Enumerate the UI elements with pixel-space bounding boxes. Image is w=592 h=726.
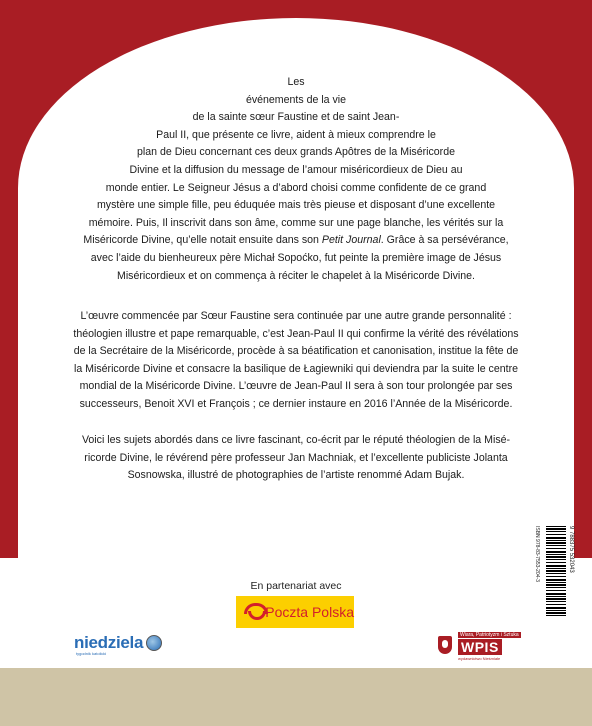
text-line: Les <box>287 76 305 88</box>
text-line: la Miséricorde Divine et consacre la basilique de Łagiewniki qui deviendra par la suite le centre <box>73 362 518 375</box>
barcode-bars <box>546 526 566 616</box>
isbn-text: ISBN 978-83-7553-204-3 <box>534 526 540 582</box>
partner-label: En partenariat avec <box>250 580 342 592</box>
text-line: Voici les sujets abordés dans ce livre fascinant, co-écrit par le réputé théologien de la Misé- <box>81 434 511 446</box>
wpis-subtitle: wydawnictwo Nieśmiałe <box>458 656 501 661</box>
text-line: successeurs, Benoit XVI et François ; ce dernier instaure en 2016 l’Année de la Miséricorde. <box>79 397 513 410</box>
eagle-emblem-icon <box>438 636 452 654</box>
description-paragraph-1 <box>40 74 552 285</box>
text-line: Paul II, que présente ce livre, aident à mieux comprendre le <box>156 128 436 141</box>
isbn-barcode <box>528 518 574 622</box>
text-line: plan de Dieu concernant ces deux grands Apôtres de la Miséricorde <box>137 146 455 159</box>
wpis-wordmark: WPIS <box>458 639 502 655</box>
text-line: Miséricordieux et on commença à réciter le chapelet à la Miséricorde Divine. <box>117 269 475 282</box>
text-line: ricorde Divine, le révérend père professeur Jan Machniak, et l’excellente publiciste Jolanta <box>84 451 508 464</box>
text-line: monde entier. Le Seigneur Jésus a d’abord choisi comme confidente de ce grand <box>105 181 487 194</box>
book-title-italic: Petit Journal <box>321 234 381 247</box>
text-line: Sosnowska, illustré de photographies de l’artiste renommé Adam Bujak. <box>127 469 465 482</box>
text-line: événements de la vie <box>245 93 347 106</box>
text-line: de la sainte sœur Faustine et de saint Jean- <box>192 111 400 124</box>
niedziela-logo <box>74 630 162 656</box>
description-paragraph-3 <box>40 432 552 485</box>
post-horn-icon <box>242 601 259 623</box>
text-segment: . Grâce à sa persévérance, <box>380 234 509 247</box>
text-segment: Miséricorde Divine, qu’elle notait ensuite dans son <box>83 234 322 247</box>
text-line: avec l’aide du bienheureux père Michał Sopoćko, fut peinte la première image de Jésus <box>90 251 502 264</box>
footer-band <box>0 668 592 726</box>
text-line: mondial de la Miséricorde Divine. L’œuvre de Jean-Paul II sera à son tour prolongée par ses <box>79 380 513 393</box>
text-line: de la Secrétaire de la Miséricorde, procède à sa béatification et canonisation, institue la fête de <box>73 345 519 358</box>
text-line: théologien illustre et pape remarquable, c’est Jean-Paul II qui confirme la vérité des révélations <box>73 327 519 340</box>
niedziela-wordmark: niedziela <box>74 633 144 652</box>
wpis-logo <box>436 632 519 661</box>
description-paragraph-2 <box>40 308 552 414</box>
poczta-polska-name: Poczta Polska <box>265 604 354 620</box>
text-line <box>40 232 552 250</box>
wpis-tagline: Wiara, Patriotyzm i Sztuka <box>460 632 519 638</box>
poczta-polska-logo <box>236 596 354 628</box>
text-line: Divine et la diffusion du message de l’amour miséricordieux de Dieu au <box>129 163 463 176</box>
text-line: mémoire. Puis, Il inscrivit dans son âme, comme sur une page blanche, les vérités sur la <box>88 216 504 229</box>
niedziela-subtitle: tygodnik katolicki <box>76 651 107 656</box>
globe-icon <box>146 635 162 651</box>
barcode-number: 9 788375 532043 <box>568 526 574 573</box>
text-line: L’œuvre commencée par Sœur Faustine sera continuée par une autre grande personnalité : <box>80 310 512 322</box>
text-line: mystère une simple fille, peu éduquée mais très pieuse et disposant d’une excellente <box>96 199 496 212</box>
